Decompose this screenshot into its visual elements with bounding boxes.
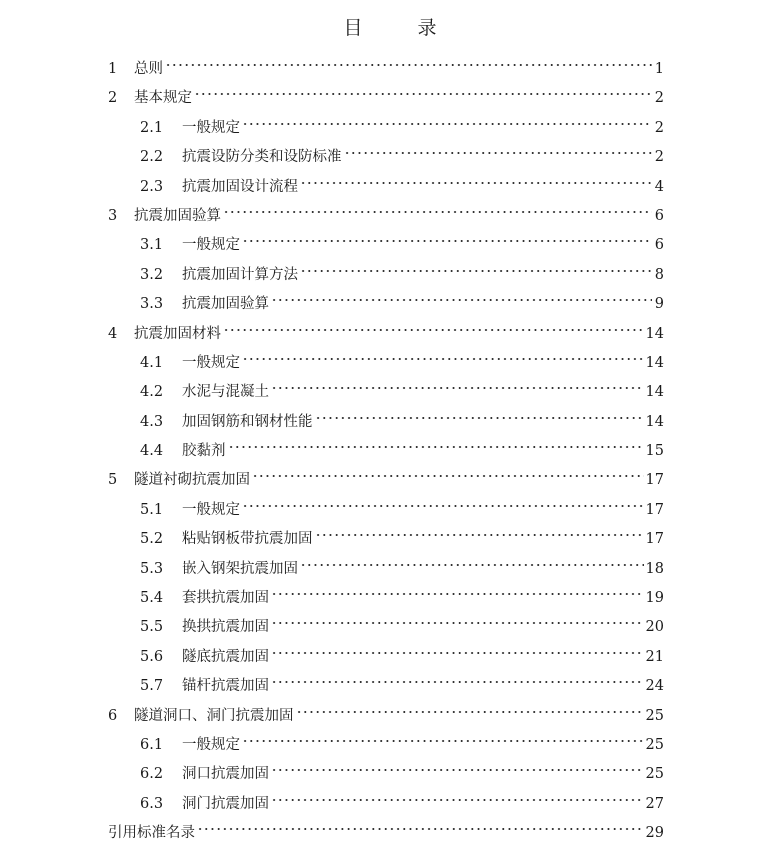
toc-entry-number: 5.5 xyxy=(140,619,164,636)
toc-entry[interactable] xyxy=(108,437,664,466)
dot-leader xyxy=(242,236,652,246)
toc-entry[interactable] xyxy=(108,731,664,760)
toc-entry-page-number: 2 xyxy=(654,149,664,166)
toc-entry-number: 3 xyxy=(108,207,118,224)
toc-entry-title: 抗震加固设计流程 xyxy=(182,178,298,195)
toc-entry-title: 一般规定 xyxy=(182,237,240,254)
dot-leader xyxy=(242,119,652,129)
toc-entry-title: 总则 xyxy=(134,61,163,77)
toc-entry-page-number: 14 xyxy=(645,384,664,401)
toc-entry-title: 抗震加固计算方法 xyxy=(182,266,298,283)
dot-leader xyxy=(165,60,652,70)
toc-entry-page-number: 14 xyxy=(645,413,664,430)
page-title: 目 录 xyxy=(343,17,455,39)
dot-leader xyxy=(271,589,644,599)
toc-entry-number: 5.3 xyxy=(140,560,164,577)
toc-entry[interactable] xyxy=(108,378,664,407)
toc-entry-page-number: 24 xyxy=(645,678,664,695)
toc-entry-page-number: 21 xyxy=(645,648,664,665)
dot-leader xyxy=(197,824,644,834)
toc-entry-page-number: 14 xyxy=(645,354,664,371)
toc-entry-page-number: 8 xyxy=(654,266,664,283)
toc-entry[interactable] xyxy=(108,84,664,113)
toc-entry[interactable] xyxy=(108,290,664,319)
toc-entry-page-number: 1 xyxy=(654,61,664,77)
toc-entry-title: 套拱抗震加固 xyxy=(182,590,269,607)
dot-leader xyxy=(344,148,653,158)
table-of-contents xyxy=(108,55,664,849)
toc-entry-title: 隧道衬砌抗震加固 xyxy=(134,472,250,489)
toc-entry-number: 2.2 xyxy=(140,149,164,166)
toc-entry-number: 3.1 xyxy=(140,237,164,254)
toc-entry-page-number: 18 xyxy=(645,560,664,577)
toc-entry-title: 隧底抗震加固 xyxy=(182,648,269,665)
toc-entry[interactable] xyxy=(108,55,664,84)
toc-entry[interactable] xyxy=(108,143,664,172)
toc-entry-number: 5.4 xyxy=(140,590,164,607)
dot-leader xyxy=(242,354,644,364)
toc-entry-page-number: 9 xyxy=(654,296,664,313)
toc-entry-page-number: 25 xyxy=(645,707,664,724)
toc-entry[interactable] xyxy=(108,613,664,642)
toc-entry[interactable] xyxy=(108,173,664,202)
toc-entry-title: 抗震加固材料 xyxy=(134,325,221,342)
toc-entry-title: 一般规定 xyxy=(182,736,240,753)
dot-leader xyxy=(271,765,644,775)
toc-entry-number: 6.3 xyxy=(140,795,164,812)
toc-entry[interactable] xyxy=(108,702,664,731)
dot-leader xyxy=(300,560,644,570)
toc-entry-title: 嵌入钢架抗震加固 xyxy=(182,560,298,577)
toc-entry-page-number: 2 xyxy=(654,90,664,107)
toc-entry-page-number: 20 xyxy=(645,619,664,636)
toc-entry-page-number: 14 xyxy=(645,325,664,342)
toc-entry-number: 4.2 xyxy=(140,384,164,401)
toc-entry-title: 抗震加固验算 xyxy=(182,296,269,313)
dot-leader xyxy=(315,413,644,423)
toc-entry-page-number: 15 xyxy=(645,443,664,460)
toc-entry-title: 加固钢筋和钢材性能 xyxy=(182,413,313,430)
toc-entry-number: 5.2 xyxy=(140,531,164,548)
dot-leader xyxy=(315,530,644,540)
toc-entry-number: 6 xyxy=(108,707,118,724)
toc-entry-title: 一般规定 xyxy=(182,501,240,518)
dot-leader xyxy=(242,501,644,511)
toc-entry[interactable] xyxy=(108,643,664,672)
toc-entry-page-number: 6 xyxy=(654,207,664,224)
toc-entry-page-number: 17 xyxy=(645,531,664,548)
toc-entry[interactable] xyxy=(108,320,664,349)
toc-entry-page-number: 17 xyxy=(645,501,664,518)
dot-leader xyxy=(271,295,652,305)
toc-entry-title: 水泥与混凝土 xyxy=(182,384,269,401)
toc-entry[interactable] xyxy=(108,231,664,260)
toc-entry[interactable] xyxy=(108,261,664,290)
dot-leader xyxy=(194,89,652,99)
dot-leader xyxy=(252,471,644,481)
toc-entry-page-number: 2 xyxy=(654,119,664,136)
toc-entry[interactable] xyxy=(108,672,664,701)
toc-entry[interactable] xyxy=(108,349,664,378)
toc-entry-title: 粘贴钢板带抗震加固 xyxy=(182,531,313,548)
toc-entry-number: 5.6 xyxy=(140,648,164,665)
toc-entry-number: 2.3 xyxy=(140,178,164,195)
toc-entry-number: 5 xyxy=(108,472,118,489)
toc-entry-number: 2 xyxy=(108,90,118,107)
toc-entry-title: 基本规定 xyxy=(134,90,192,107)
toc-entry[interactable] xyxy=(108,114,664,143)
dot-leader xyxy=(271,795,644,805)
toc-entry[interactable] xyxy=(108,466,664,495)
toc-entry-title: 隧道洞口、洞门抗震加固 xyxy=(134,707,294,724)
toc-entry-number: 4.4 xyxy=(140,443,164,460)
toc-entry-number: 2.1 xyxy=(140,119,164,136)
toc-entry-title: 引用标准名录 xyxy=(108,825,195,842)
toc-entry[interactable] xyxy=(108,496,664,525)
toc-entry-number: 5.1 xyxy=(140,501,164,518)
dot-leader xyxy=(228,442,644,452)
dot-leader xyxy=(271,677,644,687)
toc-entry-title: 抗震设防分类和设防标准 xyxy=(182,149,342,166)
dot-leader xyxy=(300,266,652,276)
toc-entry[interactable] xyxy=(108,408,664,437)
toc-entry-number: 5.7 xyxy=(140,678,164,695)
toc-entry-number: 4.3 xyxy=(140,413,164,430)
dot-leader xyxy=(271,618,644,628)
dot-leader xyxy=(242,736,644,746)
toc-entry[interactable] xyxy=(108,555,664,584)
toc-entry-title: 胶黏剂 xyxy=(182,443,226,460)
toc-entry[interactable] xyxy=(108,525,664,554)
dot-leader xyxy=(223,325,644,335)
toc-entry-title: 换拱抗震加固 xyxy=(182,619,269,636)
toc-entry-page-number: 27 xyxy=(645,795,664,812)
toc-entry-number: 3.2 xyxy=(140,266,164,283)
toc-entry[interactable] xyxy=(108,790,664,819)
toc-entry-number: 1 xyxy=(108,61,118,77)
toc-entry-page-number: 25 xyxy=(645,736,664,753)
toc-entry-title: 一般规定 xyxy=(182,119,240,136)
toc-entry-title: 洞门抗震加固 xyxy=(182,795,269,812)
toc-entry-number: 6.2 xyxy=(140,766,164,783)
toc-entry[interactable] xyxy=(108,202,664,231)
dot-leader xyxy=(271,648,644,658)
toc-entry-title: 一般规定 xyxy=(182,354,240,371)
toc-entry-page-number: 29 xyxy=(645,825,664,842)
toc-entry[interactable] xyxy=(108,819,664,848)
toc-entry-number: 3.3 xyxy=(140,296,164,313)
toc-entry[interactable] xyxy=(108,584,664,613)
toc-entry-title: 抗震加固验算 xyxy=(134,207,221,224)
toc-entry-title: 锚杆抗震加固 xyxy=(182,678,269,695)
toc-entry-page-number: 4 xyxy=(654,178,664,195)
toc-entry-title: 洞口抗震加固 xyxy=(182,766,269,783)
toc-entry-number: 4.1 xyxy=(140,354,164,371)
toc-entry-number: 6.1 xyxy=(140,736,164,753)
dot-leader xyxy=(300,178,652,188)
dot-leader xyxy=(223,207,652,217)
dot-leader xyxy=(271,383,644,393)
toc-entry-page-number: 25 xyxy=(645,766,664,783)
toc-entry-page-number: 6 xyxy=(654,237,664,254)
toc-entry-page-number: 19 xyxy=(645,590,664,607)
dot-leader xyxy=(296,707,644,717)
toc-entry[interactable] xyxy=(108,760,664,789)
toc-entry-page-number: 17 xyxy=(645,472,664,489)
toc-entry-number: 4 xyxy=(108,325,118,342)
